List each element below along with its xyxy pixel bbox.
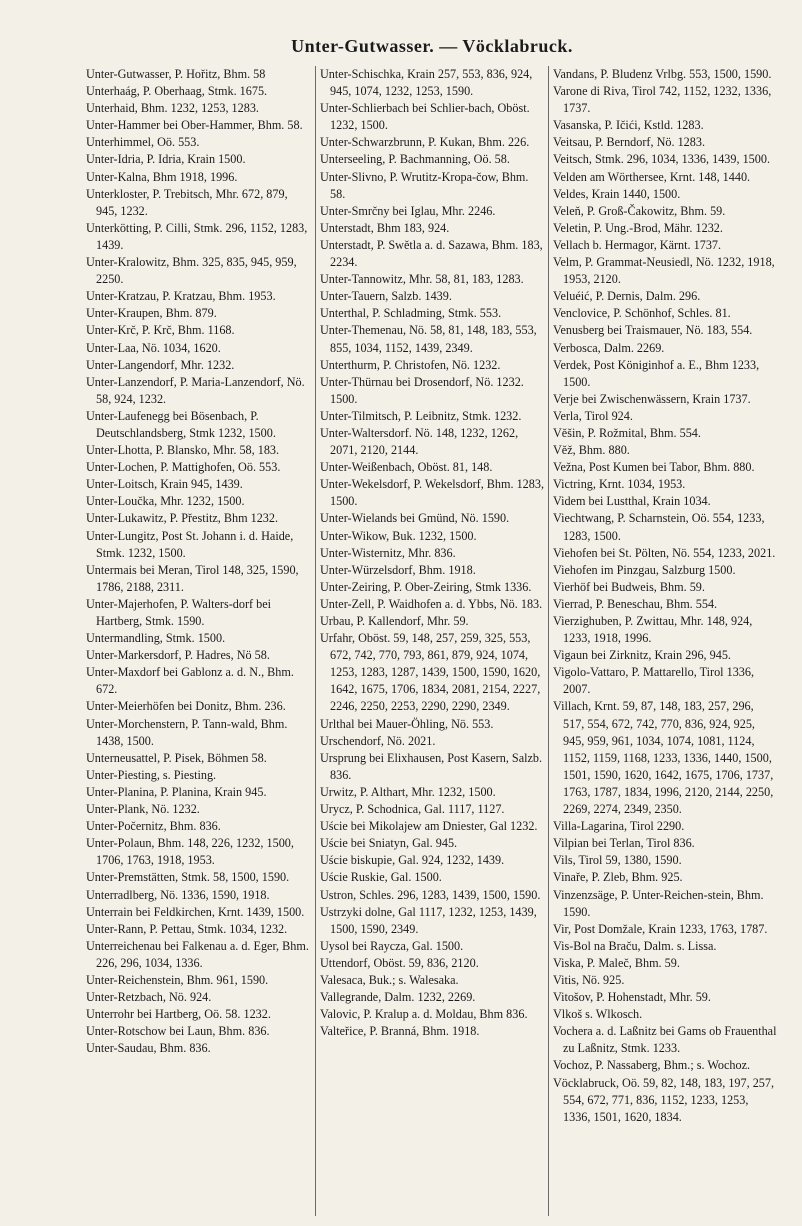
- index-entry: Vežna, Post Kumen bei Tabor, Bhm. 880.: [553, 460, 755, 475]
- index-entry: Unter-Lochen, P. Mattighofen, Oö. 553.: [86, 460, 281, 475]
- index-entry: Vellach b. Hermagor, Kärnt. 1737.: [553, 237, 722, 252]
- index-entry: Unter-Laufenegg bei Bösenbach, P. Deutschlandsberg, Stmk 1232, 1500.: [86, 408, 276, 440]
- index-entry: Unter-Maxdorf bei Gablonz a. d. N., Bhm. 672.: [86, 665, 294, 697]
- index-entry: Unterreichenau bei Falkenau a. d. Eger, Bhm. 226, 296, 1034, 1336.: [86, 938, 309, 970]
- index-entry: Unter-Kalna, Bhm 1918, 1996.: [86, 169, 238, 184]
- index-entry: Unter-Weißenbach, Oböst. 81, 148.: [320, 460, 493, 475]
- index-entry: Unter-Lukawitz, P. Přestitz, Bhm 1232.: [86, 511, 279, 526]
- index-entry: Ustron, Schles. 296, 1283, 1439, 1500, 1590.: [320, 887, 541, 902]
- index-entry: Unter-Tannowitz, Mhr. 58, 81, 183, 1283.: [320, 272, 524, 287]
- index-entry: Verdek, Post Königinhof a. E., Bhm 1233, 1500.: [553, 357, 760, 389]
- index-entry: Vlkoš s. Wlkosch.: [553, 1007, 643, 1022]
- index-entry: Unter-Kratzau, P. Kratzau, Bhm. 1953.: [86, 289, 276, 304]
- index-entry: Unterkloster, P. Trebitsch, Mhr. 672, 879, 945, 1232.: [86, 186, 288, 218]
- index-entry: Vochoz, P. Nassaberg, Bhm.; s. Wochoz.: [553, 1058, 751, 1073]
- index-entry: Untermandling, Stmk. 1500.: [86, 631, 226, 646]
- index-entry: Unter-Retzbach, Nö. 924.: [86, 990, 212, 1005]
- index-entry: Vandans, P. Bludenz Vrlbg. 553, 1500, 1590.: [553, 67, 772, 81]
- index-entry: Unterneusattel, P. Pisek, Böhmen 58.: [86, 750, 267, 765]
- index-entry: Vir, Post Domžale, Krain 1233, 1763, 1787.: [553, 921, 768, 936]
- index-entry: Uście bei Sniatyn, Gal. 945.: [320, 836, 458, 851]
- index-entry: Velm, P. Grammat-Neusiedl, Nö. 1232, 1918, 1953, 2120.: [553, 255, 775, 287]
- index-entry: Unter-Schwarzbrunn, P. Kukan, Bhm. 226.: [320, 135, 530, 150]
- index-entry: Unter-Rann, P. Pettau, Stmk. 1034, 1232.: [86, 921, 288, 936]
- index-entry: Unter-Kraupen, Bhm. 879.: [86, 306, 217, 321]
- index-entry: Veitsau, P. Berndorf, Nö. 1283.: [553, 135, 705, 150]
- column-1: [82, 66, 315, 1216]
- page-header: Unter-Gutwasser. — Vöcklabruck.: [291, 36, 573, 56]
- index-entry: Venusberg bei Traismauer, Nö. 183, 554.: [553, 323, 753, 338]
- index-entry: Unter-Themenau, Nö. 58, 81, 148, 183, 553, 855, 1034, 1152, 1439, 2349.: [320, 323, 537, 355]
- index-entry: Valesaca, Buk.; s. Walesaka.: [320, 972, 459, 987]
- index-entry: Unter-Langendorf, Mhr. 1232.: [86, 357, 235, 372]
- index-entry: Uttendorf, Oböst. 59, 836, 2120.: [320, 955, 479, 970]
- index-entry: Unterthurm, P. Christofen, Nö. 1232.: [320, 357, 501, 372]
- index-entry: Unter-Zell, P. Waidhofen a. d. Ybbs, Nö. 183.: [320, 596, 543, 611]
- index-entry: Videm bei Lustthal, Krain 1034.: [553, 494, 711, 509]
- index-entry: Uście Ruskie, Gal. 1500.: [320, 870, 442, 885]
- index-entry: Varone di Riva, Tirol 742, 1152, 1232, 1336, 1737.: [553, 84, 772, 116]
- index-entry: Unter-Počernitz, Bhm. 836.: [86, 819, 221, 834]
- index-entry: Unterhaág, P. Oberhaag, Stmk. 1675.: [86, 84, 268, 99]
- index-entry: Vitis, Nö. 925.: [553, 972, 625, 987]
- index-entry: Ursprung bei Elixhausen, Post Kasern, Salzb. 836.: [320, 750, 543, 782]
- index-entry: Vils, Tirol 59, 1380, 1590.: [553, 853, 682, 868]
- index-entry: Vierhöf bei Budweis, Bhm. 59.: [553, 579, 705, 594]
- index-entry: Unter-Würzelsdorf, Bhm. 1918.: [320, 562, 476, 577]
- index-entry: Verbosca, Dalm. 2269.: [553, 340, 665, 355]
- index-entry: Vöcklabruck, Oö. 59, 82, 148, 183, 197, 257, 554, 672, 771, 836, 1152, 1233, 1253, 1336, 1501, 1620, 1834.: [553, 1075, 775, 1124]
- index-entry: Valteřice, P. Branná, Bhm. 1918.: [320, 1024, 480, 1039]
- index-entry: Uście bei Mikolajew am Dniester, Gal 1232.: [320, 819, 538, 834]
- index-entry: Unter-Loitsch, Krain 945, 1439.: [86, 477, 243, 492]
- index-entry: Unter-Lanzendorf, P. Maria-Lanzendorf, Nö. 58, 924, 1232.: [86, 374, 305, 406]
- index-entry: Villa-Lagarina, Tirol 2290.: [553, 819, 685, 834]
- index-entry: Veluéić, P. Dernis, Dalm. 296.: [553, 289, 701, 304]
- index-entry: Unter-Morchenstern, P. Tann-wald, Bhm. 1438, 1500.: [86, 716, 288, 748]
- index-entry: Urlthal bei Mauer-Öhling, Nö. 553.: [320, 716, 494, 731]
- index-entry: Unterseeling, P. Bachmanning, Oö. 58.: [320, 152, 510, 167]
- index-entry: Vallegrande, Dalm. 1232, 2269.: [320, 990, 476, 1005]
- index-entry: Urschendorf, Nö. 2021.: [320, 733, 436, 748]
- index-entry: Venclovice, P. Schönhof, Schles. 81.: [553, 306, 731, 321]
- index-entry: Unterhaid, Bhm. 1232, 1253, 1283.: [86, 101, 259, 116]
- index-entry: Unter-Thürnau bei Drosendorf, Nö. 1232. 1500.: [320, 374, 524, 406]
- index-entry: Unter-Wisternitz, Mhr. 836.: [320, 545, 456, 560]
- index-entry: Vigaun bei Zirknitz, Krain 296, 945.: [553, 648, 731, 663]
- index-entry: Unter-Tilmitsch, P. Leibnitz, Stmk. 1232.: [320, 408, 522, 423]
- index-entry: Unter-Rotschow bei Laun, Bhm. 836.: [86, 1024, 270, 1039]
- index-entry: Unterrohr bei Hartberg, Oö. 58. 1232.: [86, 1007, 271, 1022]
- index-entry: Vigolo-Vattaro, P. Mattarello, Tirol 1336, 2007.: [553, 665, 755, 697]
- index-entry: Unter-Lungitz, Post St. Johann i. d. Haide, Stmk. 1232, 1500.: [86, 528, 294, 560]
- index-entry: Vitošov, P. Hohenstadt, Mhr. 59.: [553, 990, 711, 1005]
- index-columns: [82, 66, 782, 1216]
- index-entry: Viehofen im Pinzgau, Salzburg 1500.: [553, 562, 736, 577]
- index-entry: Ustrzyki dolne, Gal 1117, 1232, 1253, 1439, 1500, 1590, 2349.: [320, 904, 537, 936]
- index-entry: Veldes, Krain 1440, 1500.: [553, 186, 681, 201]
- index-entry: Unter-Laa, Nö. 1034, 1620.: [86, 340, 221, 355]
- index-entry: Untermais bei Meran, Tirol 148, 325, 1590, 1786, 2188, 2311.: [86, 562, 299, 594]
- index-entry: Unter-Schischka, Krain 257, 553, 836, 924, 945, 1074, 1232, 1253, 1590.: [320, 67, 533, 99]
- index-entry: Viehofen bei St. Pölten, Nö. 554, 1233, 2021.: [553, 545, 776, 560]
- index-entry: Urwitz, P. Althart, Mhr. 1232, 1500.: [320, 784, 496, 799]
- index-entry: Veitsch, Stmk. 296, 1034, 1336, 1439, 1500.: [553, 152, 771, 167]
- index-entry: Uście biskupie, Gal. 924, 1232, 1439.: [320, 853, 505, 868]
- index-entry: Unterkötting, P. Cilli, Stmk. 296, 1152, 1283, 1439.: [86, 220, 308, 252]
- index-entry: Unter-Markersdorf, P. Hadres, Nö 58.: [86, 648, 270, 663]
- index-entry: Vochera a. d. Laßnitz bei Gams ob Frauenthal zu Laßnitz, Stmk. 1233.: [553, 1024, 777, 1056]
- index-entry: Věšin, P. Rožmital, Bhm. 554.: [553, 425, 701, 440]
- index-entry: Unterrain bei Feldkirchen, Krnt. 1439, 1500.: [86, 904, 305, 919]
- index-entry: Uysol bei Raycza, Gal. 1500.: [320, 938, 464, 953]
- index-entry: Veleň, P. Groß-Čakowitz, Bhm. 59.: [553, 203, 726, 218]
- index-entry: Veletin, P. Ung.-Brod, Mähr. 1232.: [553, 220, 723, 235]
- index-entry: Victring, Krnt. 1034, 1953.: [553, 477, 686, 492]
- index-entry: Unter-Slivno, P. Wrutitz-Kropa-čow, Bhm. 58.: [320, 169, 529, 201]
- index-entry: Vinaře, P. Zleb, Bhm. 925.: [553, 870, 683, 885]
- index-entry: Villach, Krnt. 59, 87, 148, 183, 257, 296, 517, 554, 672, 742, 770, 836, 924, 925, 945, 959, 961, 1034, 1074, 1081, 1124, 1152, 1159, 1168, 1233, 1336, 1440, 1500, 1501, 1590, 1620, 1642, 1675, 1706, 1737, 1763, 1787, 1834, 1996, 2120, 2144, 2250, 2269, 2274, 2349, 2350.: [553, 699, 774, 817]
- index-entry: Unter-Meierhöfen bei Donitz, Bhm. 236.: [86, 699, 286, 714]
- index-entry: Vierzighuben, P. Zwittau, Mhr. 148, 924, 1233, 1918, 1996.: [553, 614, 753, 646]
- index-entry: Unterstadt, P. Swětla a. d. Sazawa, Bhm. 183, 2234.: [320, 237, 543, 270]
- index-entry: Vinzenzsäge, P. Unter-Reichen-stein, Bhm. 1590.: [553, 887, 764, 919]
- index-entry: Vasanska, P. Ičići, Kstld. 1283.: [553, 118, 704, 133]
- index-entry: Unter-Idria, P. Idria, Krain 1500.: [86, 152, 246, 167]
- column-3: [548, 66, 781, 1216]
- index-entry: Unter-Zeiring, P. Ober-Zeiring, Stmk 1336.: [320, 579, 532, 594]
- index-entry: Unter-Reichenstein, Bhm. 961, 1590.: [86, 972, 269, 987]
- index-entry: Verla, Tirol 924.: [553, 408, 633, 423]
- index-entry: Unter-Plank, Nö. 1232.: [86, 802, 200, 817]
- index-entry: Urfahr, Oböst. 59, 148, 257, 259, 325, 553, 672, 742, 770, 793, 861, 879, 924, 1074, 1253, 1283, 1287, 1439, 1500, 1590, 1620, 1642, 1675, 1706, 1834, 2081, 2154, 2227, 2246, 2250, 2253, 2290, 2290, 2349.: [320, 631, 541, 714]
- index-entry: Unter-Piesting, s. Piesting.: [86, 767, 217, 782]
- index-entry: Unterstadt, Bhm 183, 924.: [320, 220, 450, 235]
- index-entry: Unter-Wielands bei Gmünd, Nö. 1590.: [320, 511, 510, 526]
- index-entry: Unter-Planina, P. Planina, Krain 945.: [86, 784, 267, 799]
- index-entry: Unter-Schlierbach bei Schlier-bach, Oböst. 1232, 1500.: [320, 101, 530, 133]
- index-entry: Věž, Bhm. 880.: [553, 443, 630, 458]
- index-entry: Viska, P. Maleč, Bhm. 59.: [553, 955, 680, 970]
- index-entry: Vierrad, P. Beneschau, Bhm. 554.: [553, 596, 718, 611]
- index-entry: Unter-Wikow, Buk. 1232, 1500.: [320, 528, 477, 543]
- index-entry: Unter-Lhotta, P. Blansko, Mhr. 58, 183.: [86, 443, 280, 458]
- index-entry: Unter-Tauern, Salzb. 1439.: [320, 289, 452, 304]
- index-entry: Unterthal, P. Schladming, Stmk. 553.: [320, 306, 502, 321]
- index-entry: Viechtwang, P. Scharnstein, Oö. 554, 1233, 1283, 1500.: [553, 511, 765, 543]
- index-entry: Unterradlberg, Nö. 1336, 1590, 1918.: [86, 887, 270, 902]
- index-entry: Unter-Hammer bei Ober-Hammer, Bhm. 58.: [86, 118, 303, 133]
- index-entry: Verje bei Zwischenwässern, Krain 1737.: [553, 391, 751, 406]
- index-entry: Valovic, P. Kralup a. d. Moldau, Bhm 836.: [320, 1007, 528, 1022]
- index-entry: Vis-Bol na Braču, Dalm. s. Lissa.: [553, 938, 717, 953]
- index-entry: Unter-Polaun, Bhm. 148, 226, 1232, 1500, 1706, 1763, 1918, 1953.: [86, 836, 294, 868]
- index-entry: Unter-Waltersdorf. Nö. 148, 1232, 1262, 2071, 2120, 2144.: [320, 425, 519, 458]
- index-entry: Unter-Premstätten, Stmk. 58, 1500, 1590.: [86, 870, 290, 885]
- index-entry: Unter-Gutwasser, P. Hořitz, Bhm. 58: [86, 67, 266, 81]
- index-entry: Urycz, P. Schodnica, Gal. 1117, 1127.: [320, 802, 505, 817]
- index-entry: Vilpian bei Terlan, Tirol 836.: [553, 836, 695, 851]
- index-entry: Unter-Loučka, Mhr. 1232, 1500.: [86, 494, 245, 509]
- index-entry: Unter-Saudau, Bhm. 836.: [86, 1041, 211, 1056]
- column-2: [315, 66, 548, 1216]
- index-entry: Unter-Majerhofen, P. Walters-dorf bei Hartberg, Stmk. 1590.: [86, 596, 272, 628]
- index-entry: Velden am Wörthersee, Krnt. 148, 1440.: [553, 169, 751, 184]
- index-entry: Unter-Krč, P. Krč, Bhm. 1168.: [86, 323, 235, 338]
- index-entry: Unter-Wekelsdorf, P. Wekelsdorf, Bhm. 1283, 1500.: [320, 477, 545, 509]
- index-entry: Urbau, P. Kallendorf, Mhr. 59.: [320, 614, 469, 628]
- index-entry: Unter-Smrčny bei Iglau, Mhr. 2246.: [320, 203, 496, 218]
- index-entry: Unterhimmel, Oö. 553.: [86, 135, 200, 150]
- index-entry: Unter-Kralowitz, Bhm. 325, 835, 945, 959, 2250.: [86, 255, 297, 287]
